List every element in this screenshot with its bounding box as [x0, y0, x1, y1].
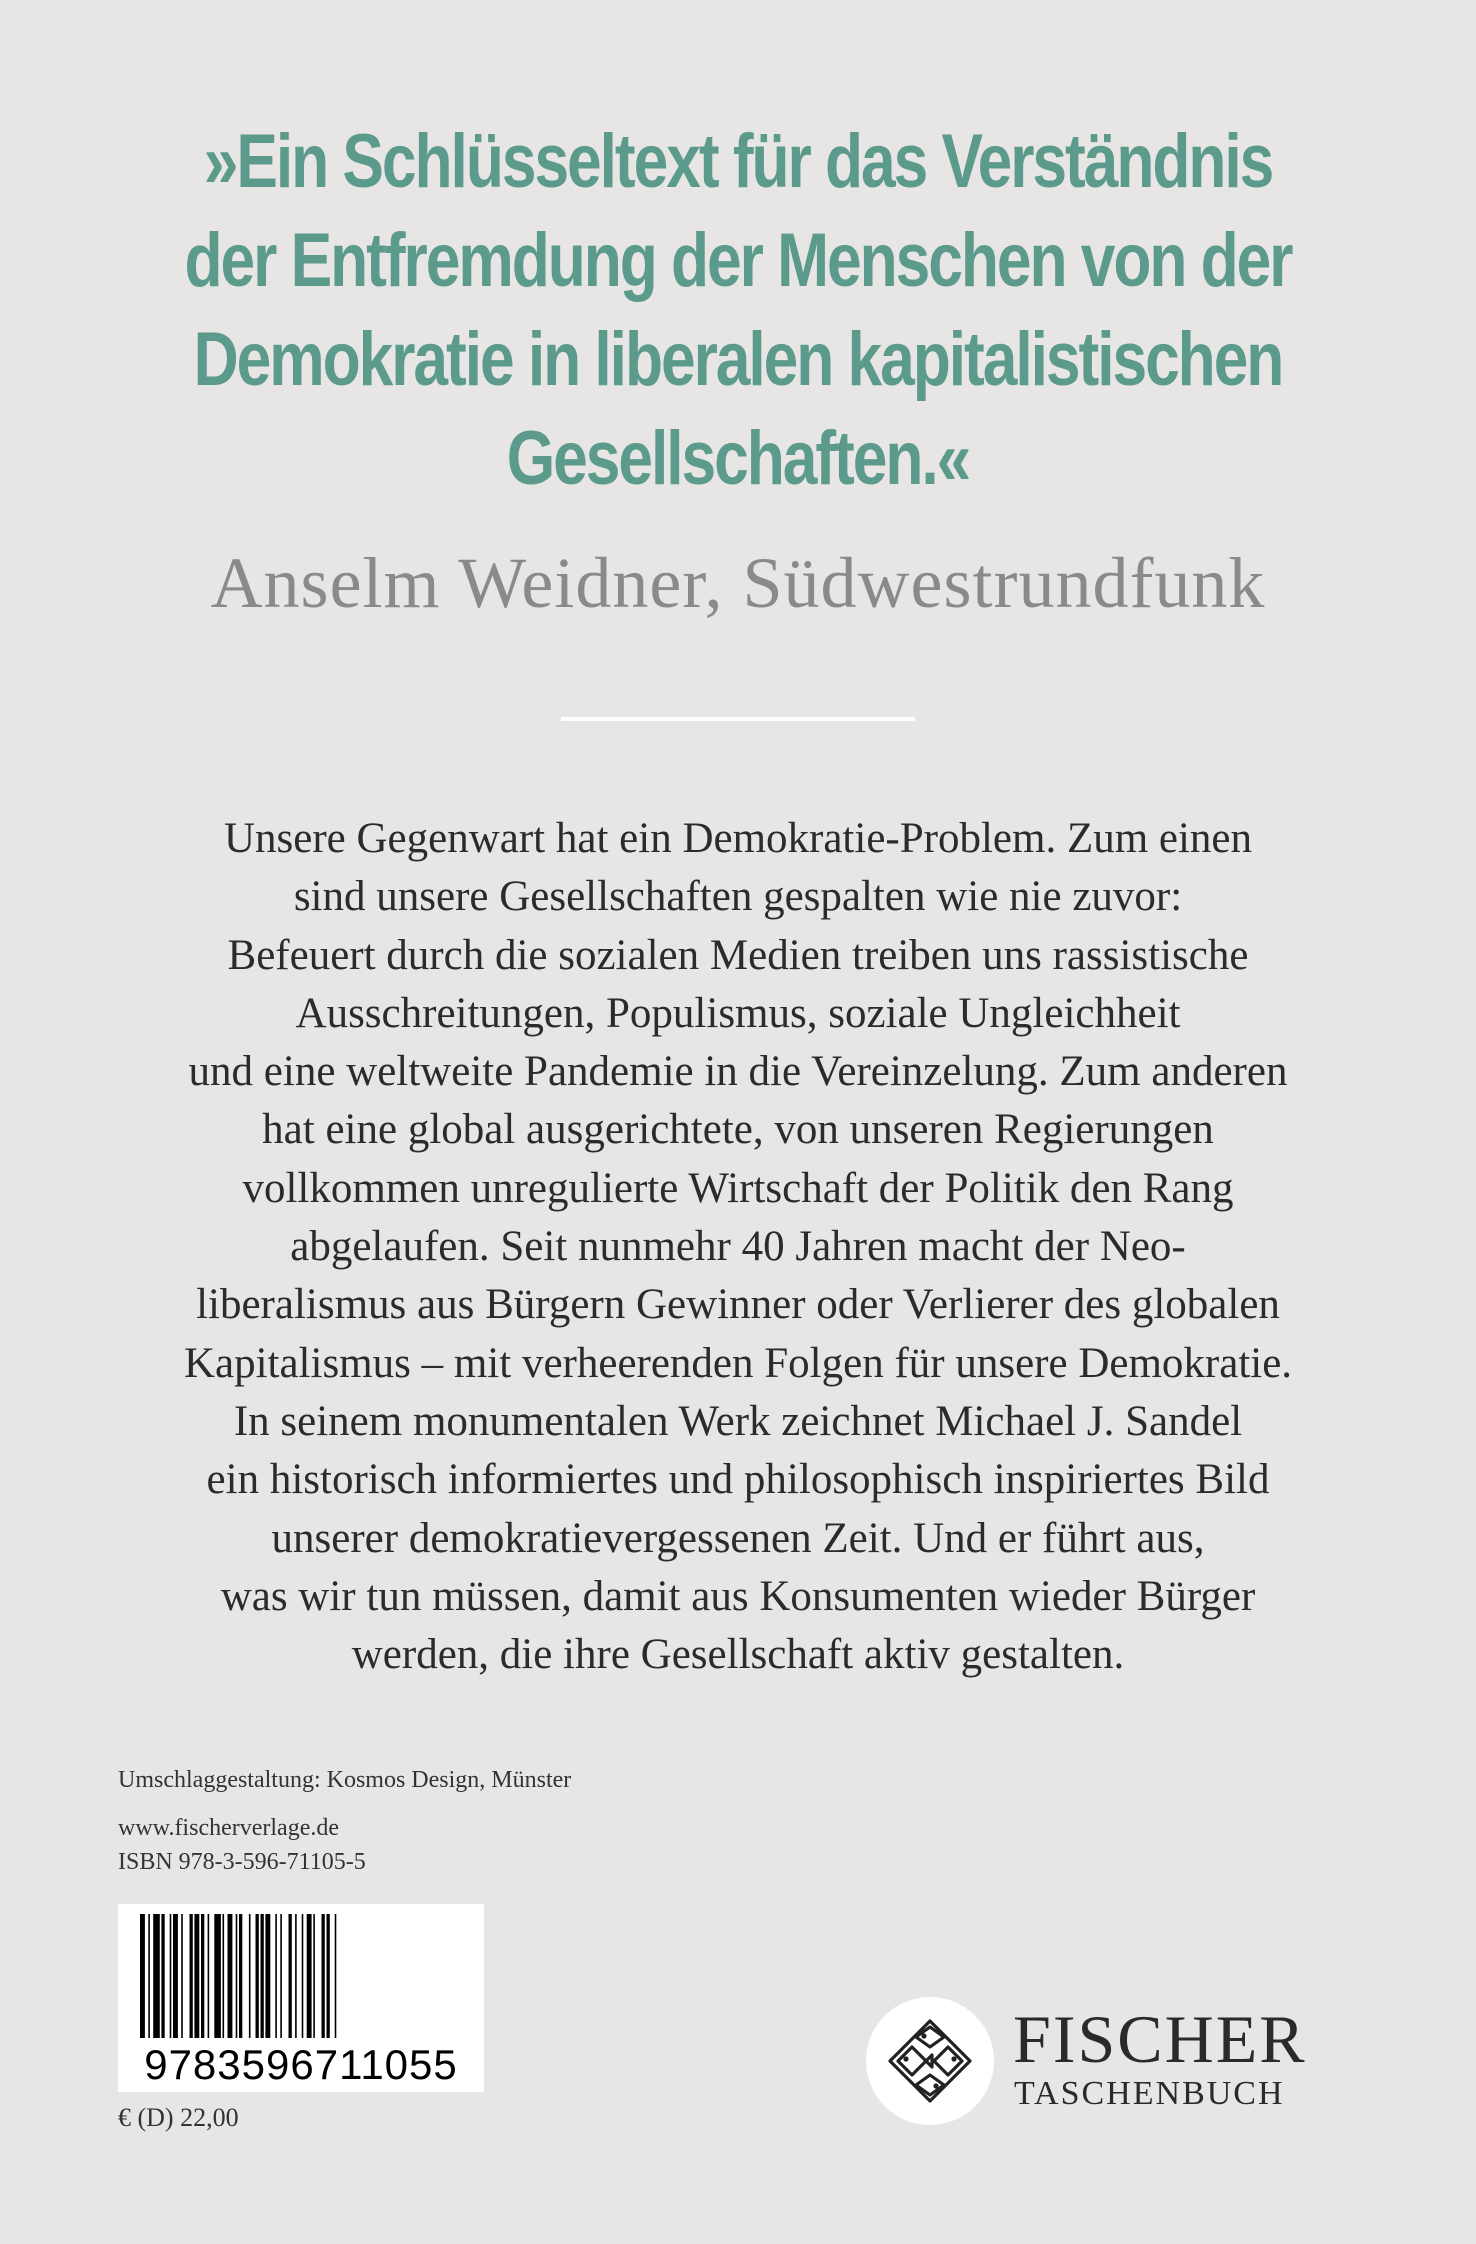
blurb-line: hat eine global ausgerichtete, von unseren Regierungen — [262, 1106, 1214, 1154]
barcode-bar — [140, 1914, 145, 2038]
price-label: € (D) 22,00 — [118, 2103, 239, 2132]
blurb-line: liberalismus aus Bürgern Gewinner oder Verlierer des globalen — [196, 1281, 1280, 1329]
barcode-bar — [153, 1914, 160, 2038]
blurb-line: Befeuert durch die sozialen Medien treiben uns rassistische — [227, 931, 1249, 979]
barcode-bar — [223, 1914, 225, 2038]
barcode-bar — [194, 1914, 199, 2038]
blurb-line: Ausschreitungen, Populismus, soziale Ungleichheit — [295, 989, 1181, 1037]
barcode-bar — [295, 1914, 297, 2038]
barcode-bar — [201, 1914, 204, 2038]
barcode-bar — [289, 1914, 292, 2038]
publisher-series: TASCHENBUCH — [1014, 2075, 1285, 2112]
barcode-bar — [313, 1914, 315, 2038]
divider-line — [561, 717, 915, 721]
blurb-line: Kapitalismus – mit verheerenden Folgen für unsere Demokratie. — [183, 1339, 1293, 1387]
barcode-bar — [148, 1914, 150, 2038]
isbn-number: ISBN 978-3-596-71105-5 — [118, 1849, 366, 1875]
cover-design-credit: Umschlaggestaltung: Kosmos Design, Münster — [118, 1767, 572, 1793]
blurb-line: vollkommen unregulierte Wirtschaft der Politik den Rang — [242, 1164, 1234, 1212]
blurb-line: was wir tun müssen, damit aus Konsumenten wieder Bürger — [220, 1572, 1256, 1620]
barcode-bar — [265, 1914, 270, 2038]
barcode-digits: 9783596711055 — [144, 2041, 458, 2088]
barcode-bar — [322, 1914, 325, 2038]
barcode-bar — [173, 1914, 178, 2038]
fischer-fish-logo-icon — [866, 1997, 994, 2125]
barcode-bar — [170, 1914, 172, 2038]
blurb-line: In seinem monumentalen Werk zeichnet Michael J. Sandel — [233, 1397, 1243, 1445]
pull-quote-line: Demokratie in liberalen kapitalistischen — [193, 317, 1283, 402]
blurb-line: werden, die ihre Gesellschaft aktiv gestalten. — [351, 1631, 1125, 1679]
publisher-website: www.fischerverlage.de — [118, 1815, 340, 1841]
barcode-bar — [181, 1914, 183, 2038]
barcode-bar — [214, 1914, 221, 2038]
barcode-bar — [280, 1914, 282, 2038]
blurb-line: sind unsere Gesellschaften gespalten wie nie zuvor: — [293, 873, 1183, 921]
pull-quote — [182, 112, 1294, 508]
book-blurb — [40, 810, 1436, 1684]
barcode-bar — [335, 1914, 337, 2038]
barcode-bar — [256, 1914, 259, 2038]
barcode-bar — [190, 1914, 193, 2038]
barcode-bar — [208, 1914, 210, 2038]
barcode-bar — [327, 1914, 330, 2038]
barcode-bar — [302, 1914, 304, 2038]
blurb-line: unserer demokratievergessenen Zeit. Und er führt aus, — [271, 1514, 1205, 1562]
publisher-name: FISCHER — [1013, 2001, 1307, 2077]
barcode-bar — [261, 1914, 264, 2038]
pull-quote-line: Gesellschaften.« — [506, 416, 970, 501]
barcode-bar — [161, 1914, 164, 2038]
barcode-bar — [275, 1914, 277, 2038]
barcode-bar — [239, 1914, 242, 2038]
pull-quote-line: »Ein Schlüsseltext für das Verständnis — [203, 119, 1273, 204]
barcode-bar — [249, 1914, 251, 2038]
blurb-line: abgelaufen. Seit nunmehr 40 Jahren macht der Neo- — [290, 1223, 1186, 1271]
quote-attribution: Anselm Weidner, Südwestrundfunk — [210, 543, 1266, 623]
barcode — [118, 1904, 484, 2092]
barcode-bar — [307, 1914, 312, 2038]
blurb-line: und eine weltweite Pandemie in die Vereinzelung. Zum anderen — [188, 1048, 1288, 1096]
blurb-line: ein historisch informiertes und philosophisch inspiriertes Bild — [206, 1456, 1270, 1504]
barcode-bar — [228, 1914, 233, 2038]
pull-quote-line: der Entfremdung der Menschen von der — [184, 218, 1292, 303]
blurb-line: Unsere Gegenwart hat ein Demokratie-Problem. Zum einen — [223, 815, 1253, 862]
barcode-bar — [236, 1914, 238, 2038]
credits-block — [118, 1763, 571, 1879]
